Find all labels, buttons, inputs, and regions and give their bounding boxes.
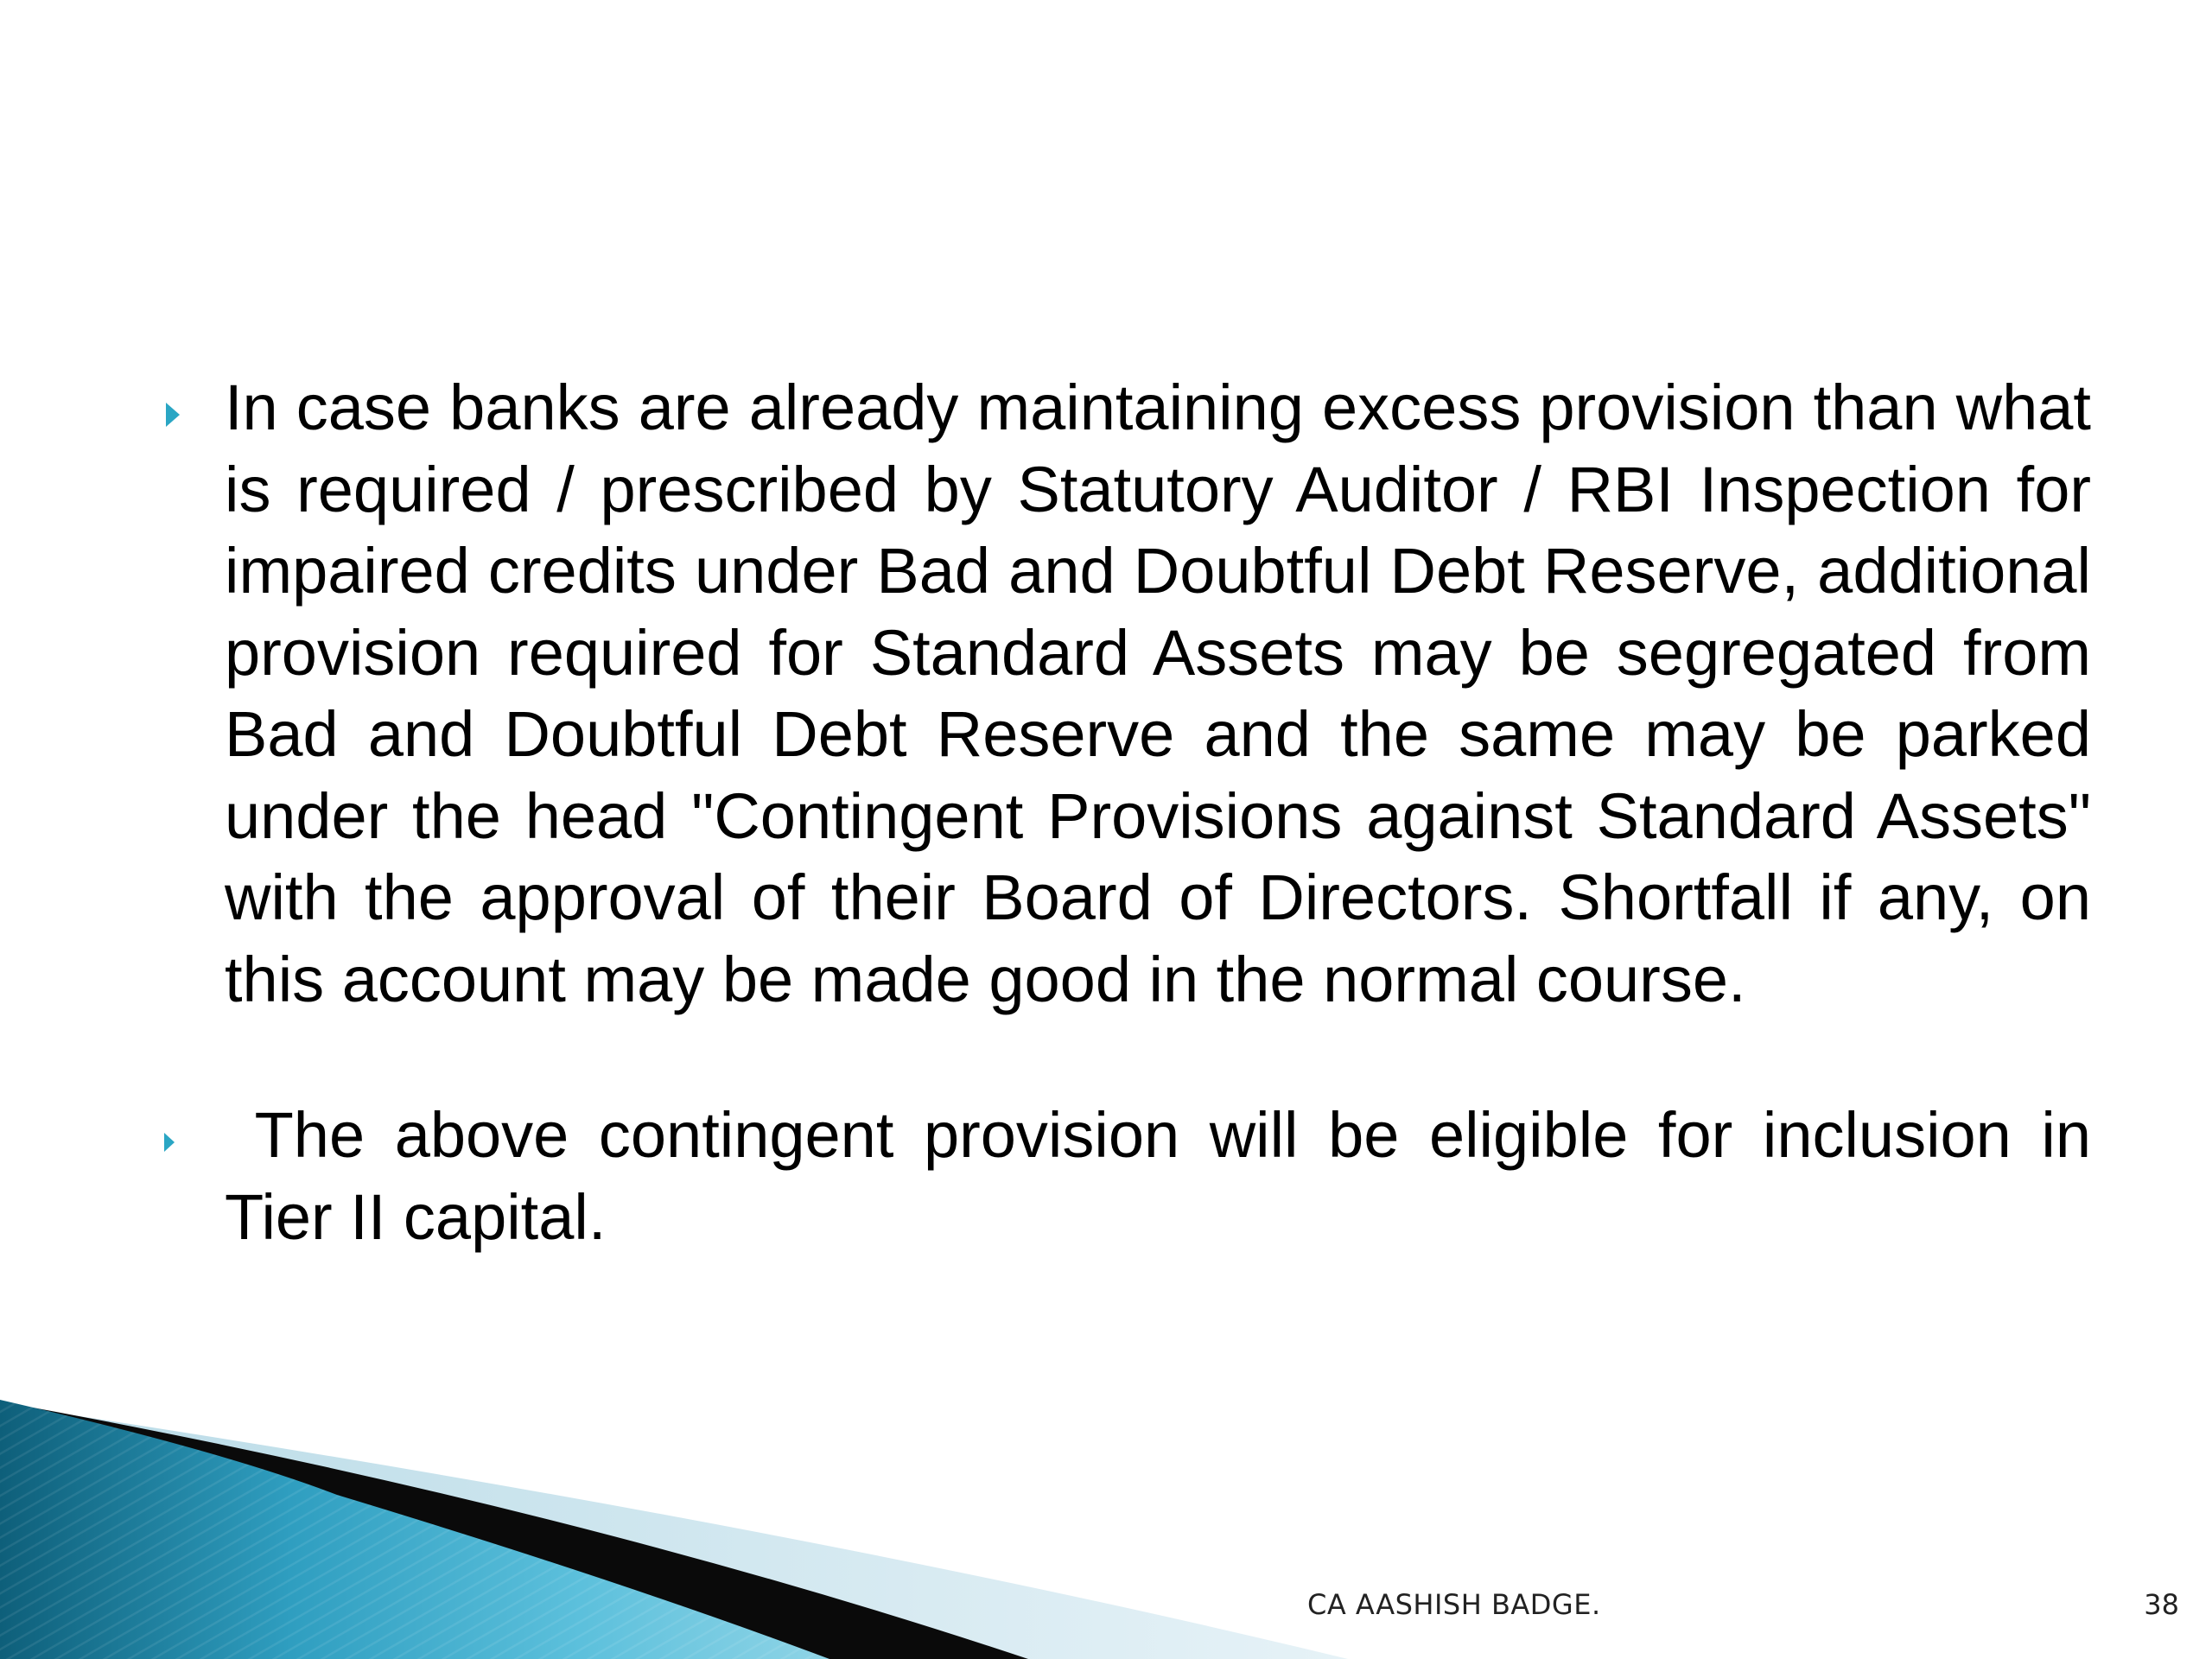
bullet-item [156, 1095, 2108, 1258]
triangle-bullet-icon [164, 1133, 175, 1152]
page-number: 38 [2144, 1588, 2179, 1621]
triangle-bullet-icon [166, 403, 180, 427]
footer-author: CA AASHISH BADGE. [1307, 1588, 1601, 1621]
bullet-item [156, 367, 2091, 1020]
bullet-text: The above contingent provision will be eligible for inclusion in Tier II capital. [225, 1099, 2108, 1253]
bullet-text: In case banks are already maintaining excess provision than what is required / prescribed by Statutory Auditor / RBI Inspection for impaired credits under Bad and Doubtful Debt Reserve, additional provision required for Standard Assets may be segregated from Bad and Doubtful Debt Reserve and the same may be parked under the head "Contingent Provisions against Standard Assets" with the approval of their Board of Directors. Shortfall if any, on this account may be made good in the normal course. [225, 372, 2091, 1015]
slide-content [156, 367, 2108, 1258]
